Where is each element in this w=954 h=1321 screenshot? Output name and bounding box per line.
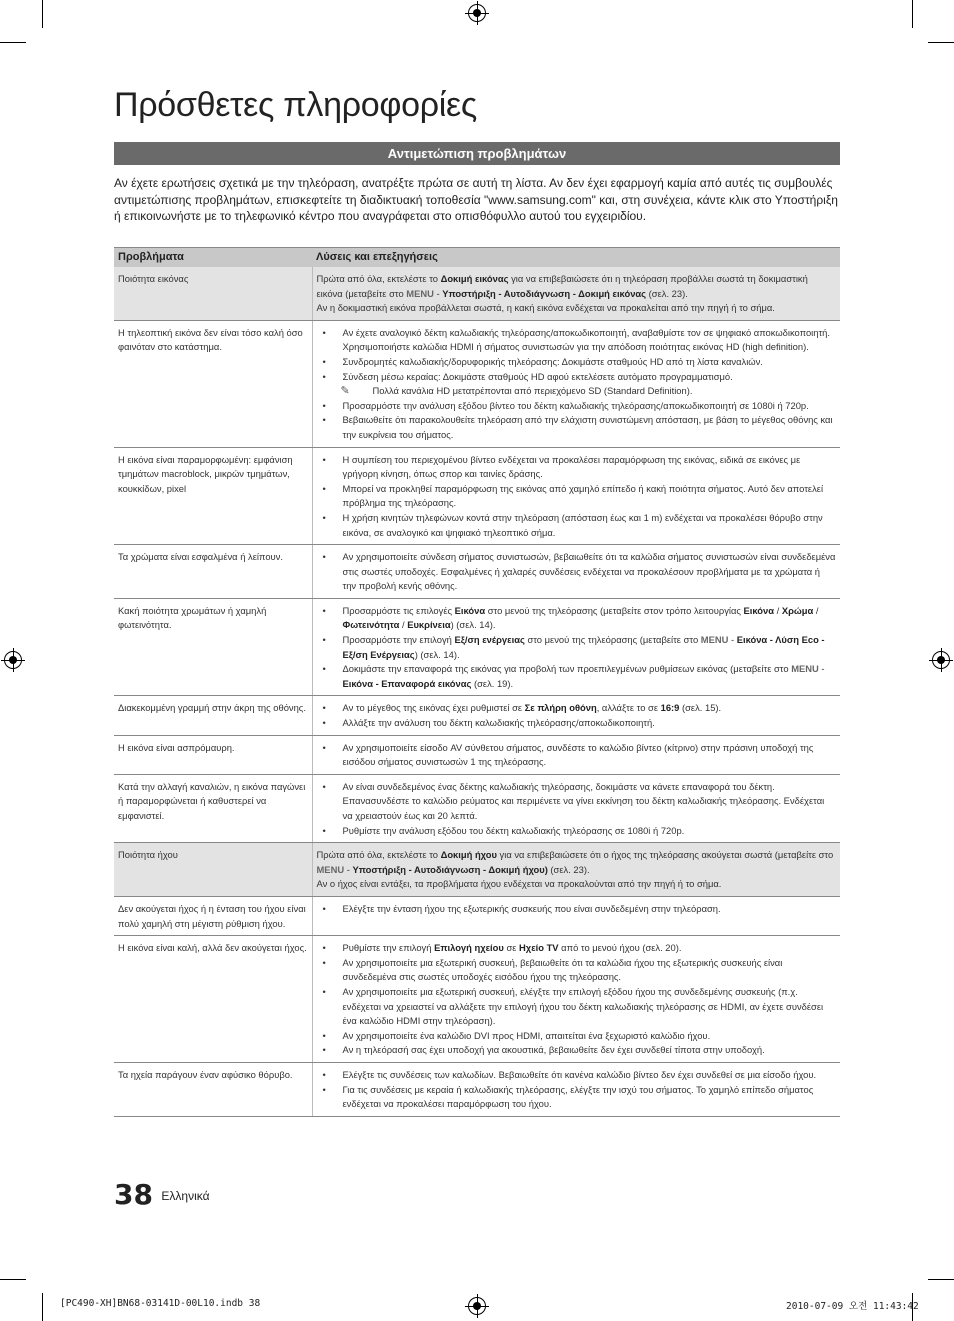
solution-list [317,780,837,838]
list-item: • Ρυθμίστε την επιλογή Επιλογή ηχείου σε Ηχείο TV από το μενού ήχου (σελ. 20). [317,941,837,956]
table-row [114,1062,840,1116]
problem-cell: Κατά την αλλαγή καναλιών, η εικόνα παγώνει ή παραμορφώνεται ή καθυστερεί να εμφανιστεί. [114,774,312,842]
registration-mark-icon [932,651,950,669]
list-item: • Βεβαιωθείτε ότι παρακολουθείτε τηλεόραση από την ελάχιστη συνιστώμενη απόσταση, με βάση το μέγεθος οθόνης και την ευκρίνεια του σήματος. [317,413,837,442]
solution-cell [312,735,840,774]
solution-list [317,453,837,541]
table-body [114,267,840,1116]
problem-cell: Η τηλεοπτική εικόνα δεν είναι τόσο καλή όσο φαινόταν στο κατάστημα. [114,320,312,447]
table-row [114,936,840,1063]
problem-cell: Διακεκομμένη γραμμή στην άκρη της οθόνης. [114,696,312,735]
intro-paragraph: Αν έχετε ερωτήσεις σχετικά με την τηλεόραση, ανατρέξτε πρώτα σε αυτή τη λίστα. Αν δεν έχει εφαρμογή καμία από αυτές τις συμβουλές αντιμετώπισης προβλημάτων, επισκεφτείτε τη διαδικτυακή τοποθεσία "www.samsung.com" και, στη συνέχεια, κάντε κλικ στο Υποστήριξη ή επικοινωνήστε με το τηλεφωνικό κέντρο που αναγράφεται στο οπισθόφυλλο αυτού του εγχειριδίου. [114,176,838,223]
solution-cell [312,545,840,599]
list-item: • Αν είναι συνδεδεμένος ένας δέκτης καλωδιακής τηλεόρασης, δοκιμάστε να κάνετε επαναφορά του δέκτη. Επανασυνδέστε το καλώδιο ρεύματος και περιμένετε να γίνει εκκίνηση του δέκτη καλωδιακής τηλεόρασης. Ενδέχεται να χρειαστούν έως και 20 λεπτά. [317,780,837,824]
solution-list [317,941,837,1058]
list-item: • Αλλάξτε την ανάλυση του δέκτη καλωδιακής τηλεόρασης/αποκωδικοποιητή. [317,716,837,731]
solution-cell [312,774,840,842]
table-row [114,696,840,735]
problem-cell: Ποιότητα ήχου [114,843,312,897]
page-number: 38 [114,1178,153,1211]
crop-mark [0,1279,26,1280]
table-row [114,598,840,696]
solution-cell [312,896,840,935]
solution-paragraph: Πρώτα από όλα, εκτελέστε το Δοκιμή εικόνας για να επιβεβαιώσετε ότι η τηλεόραση προβάλλει σωστά τη δοκιμαστική εικόνα (μεταβείτε στο MENU - Υποστήριξη - Αυτοδιάγνωση - Δοκιμή εικόνας (σελ. 23). [316,273,808,299]
list-item: • Αν χρησιμοποιείτε σύνδεση σήματος συνιστωσών, βεβαιωθείτε ότι τα καλώδια σήματος συνιστωσών είναι συνδεδεμένα στις σωστές υποδοχές. Εσφαλμένες ή χαλαρές συνδέσεις ενδέχεται να προκαλέσουν προβλήματα με τα χρώματα ή την προβολή κενής οθόνης. [317,550,837,594]
problem-cell: Κακή ποιότητα χρωμάτων ή χαμηλή φωτεινότητα. [114,598,312,696]
list-item: • Αν χρησιμοποιείτε μια εξωτερική συσκευή, ελέγξτε την επιλογή εξόδου ήχου της συνδεδεμένης συσκευής (π.χ. ενδέχεται να χρειαστεί να αλλάξετε την επιλογή ήχου του δέκτη καλωδιακής τηλεόρασης σε HDMI, αν έχετε συνδέσει ένα καλώδιο HDMI στην τηλεόραση). [317,985,837,1029]
table-row [114,735,840,774]
table-header-row [114,248,840,268]
crop-mark [42,0,43,28]
list-item: • Αν έχετε αναλογικό δέκτη καλωδιακής τηλεόρασης/αποκωδικοποιητή, αναβαθμίστε τον σε ψηφιακό αποκωδικοποιητή. Χρησιμοποιήστε καλώδια HDMI ή σήματος συνιστωσών για την απόδοση ποιότητας εικόνας HD (high definition). [317,326,837,355]
list-item: • Ελέγξτε την ένταση ήχου της εξωτερικής συσκευής που είναι συνδεδεμένη στην τηλεόραση. [317,902,837,917]
solution-paragraph: Πρώτα από όλα, εκτελέστε το Δοκιμή ήχου για να επιβεβαιώσετε ότι ο ήχος της τηλεόρασης ακούγεται σωστά (μεταβείτε στο MENU - Υποστήριξη - Αυτοδιάγνωση - Δοκιμή ήχου) (σελ. 23). [316,849,834,875]
solution-cell [312,320,840,447]
solution-cell [312,598,840,696]
solution-cell [312,843,840,897]
list-item: • Προσαρμόστε τις επιλογές Εικόνα στο μενού της τηλεόρασης (μεταβείτε στον τρόπο λειτουργίας Εικόνα / Χρώμα / Φωτεινότητα / Ευκρίνεια) (σελ. 14). [317,604,837,633]
crop-mark [928,1279,954,1280]
solution-list [317,604,837,692]
note [317,384,837,399]
list-item: • Συνδρομητές καλωδιακής/δορυφορικής τηλεόρασης: Δοκιμάστε σταθμούς HD από τη λίστα καναλιών. [317,355,837,370]
solution-list [317,741,837,770]
list-item: • Μπορεί να προκληθεί παραμόρφωση της εικόνας από χαμηλό επίπεδο ή κακή ποιότητα σήματος. Αυτό δεν αποτελεί πρόβλημα της τηλεόρασης. [317,482,837,511]
solution-list [317,326,837,384]
table-row [114,267,840,320]
list-item: • Αν χρησιμοποιείτε μια εξωτερική συσκευή, βεβαιωθείτε ότι τα καλώδια ήχου της εξωτερικής συσκευής είναι συνδεδεμένα στις σωστές υποδοχές εισόδου ήχου της τηλεόρασης. [317,956,837,985]
solution-cell [312,447,840,545]
print-slug-datetime: 2010-07-09 오전 11:43:42 [786,1301,919,1312]
solution-list [317,701,837,730]
list-item: • Σύνδεση μέσω κεραίας: Δοκιμάστε σταθμούς HD αφού εκτελέσετε αυτόματο προγραμματισμό. [317,370,837,385]
crop-mark [42,1293,43,1321]
troubleshooting-table [114,247,840,1117]
solution-cell [312,696,840,735]
solution-cell [312,1062,840,1116]
print-slug-file: [PC490-XH]BN68-03141D-00L10.indb 38 [60,1298,261,1309]
table-row [114,320,840,447]
page-footer [114,1178,210,1211]
solution-list [317,1068,837,1112]
table-row [114,545,840,599]
solution-list [317,550,837,594]
registration-mark-icon [468,1297,486,1315]
problem-cell: Η εικόνα είναι καλή, αλλά δεν ακούγεται ήχος. [114,936,312,1063]
solution-paragraph: Αν η δοκιμαστική εικόνα προβάλλεται σωστά, η κακή εικόνα ενδέχεται να προκαλείται από την πηγή ή το σήμα. [316,302,775,314]
list-item: • Προσαρμόστε την επιλογή Εξ/ση ενέργειας στο μενού της τηλεόρασης (μεταβείτε στο MENU - Εικόνα - Λύση Eco - Εξ/ση Ενέργειας) (σελ. 14). [317,633,837,662]
crop-mark [0,42,26,43]
note-text: Πολλά κανάλια HD μετατρέπονται από περιεχόμενο SD (Standard Definition). [372,385,693,397]
solution-cell [312,267,840,320]
table-row [114,447,840,545]
list-item: • Αν χρησιμοποιείτε είσοδο AV σύνθετου σήματος, συνδέστε το καλώδιο βίντεο (κίτρινο) στην πράσινη υποδοχή της εισόδου σήματος συνιστωσών 1 της τηλεόρασης. [317,741,837,770]
page-title: Πρόσθετες πληροφορίες [114,86,477,124]
registration-mark-icon [4,651,22,669]
pencil-note-icon: ✎ [340,385,350,398]
list-item: • Αν η τηλεόρασή σας έχει υποδοχή για ακουστικά, βεβαιωθείτε δεν έχει συνδεθεί τίποτα στην υποδοχή. [317,1043,837,1058]
problem-cell: Τα ηχεία παράγουν έναν αφύσικο θόρυβο. [114,1062,312,1116]
registration-mark-icon [468,4,486,22]
list-item: • Αν χρησιμοποιείτε ένα καλώδιο DVI προς HDMI, απαιτείται ένα ξεχωριστό καλώδιο ήχου. [317,1029,837,1044]
problem-cell: Ποιότητα εικόνας [114,267,312,320]
list-item: • Αν το μέγεθος της εικόνας έχει ρυθμιστεί σε Σε πλήρη οθόνη, αλλάξτε το σε 16:9 (σελ. 15). [317,701,837,716]
list-item: • Για τις συνδέσεις με κεραία ή καλωδιακής τηλεόρασης, ελέγξτε την ισχύ του σήματος. Το χαμηλό επίπεδο σήματος ενδέχεται να προκαλέσει παραμόρφωση του ήχου. [317,1083,837,1112]
problem-cell: Τα χρώματα είναι εσφαλμένα ή λείπουν. [114,545,312,599]
column-header-solutions: Λύσεις και επεξηγήσεις [312,248,840,268]
problem-cell: Δεν ακούγεται ήχος ή η ένταση του ήχου είναι πολύ χαμηλή στη μέγιστη ρύθμιση ήχου. [114,896,312,935]
table-row [114,774,840,842]
table-row [114,896,840,935]
list-item: • Η συμπίεση του περιεχομένου βίντεο ενδέχεται να προκαλέσει παραμόρφωση της εικόνας, ειδικά σε εικόνες με γρήγορη κίνηση, όπως σπορ και ταινίες δράσης. [317,453,837,482]
problem-cell: Η εικόνα είναι ασπρόμαυρη. [114,735,312,774]
solution-list [317,399,837,443]
list-item: • Ελέγξτε τις συνδέσεις των καλωδίων. Βεβαιωθείτε ότι κανένα καλώδιο βίντεο δεν έχει συνδεθεί σε μια είσοδο ήχου. [317,1068,837,1083]
solution-list [317,902,837,917]
solution-cell [312,936,840,1063]
table-row [114,843,840,897]
list-item: • Δοκιμάστε την επαναφορά της εικόνας για προβολή των προεπιλεγμένων ρυθμίσεων εικόνας (μεταβείτε στο MENU - Εικόνα - Επαναφορά εικόνας (σελ. 19). [317,662,837,691]
column-header-problems: Προβλήματα [114,248,312,268]
crop-mark [912,0,913,28]
problem-cell: Η εικόνα είναι παραμορφωμένη: εμφάνιση τμημάτων macroblock, μικρών τμημάτων, κουκκίδων, pixel [114,447,312,545]
solution-paragraph: Αν ο ήχος είναι εντάξει, τα προβλήματα ήχου ενδέχεται να προκαλούνται από την πηγή ή το σήμα. [316,878,722,890]
list-item: • Η χρήση κινητών τηλεφώνων κοντά στην τηλεόραση (απόσταση έως και 1 m) ενδέχεται να προκαλέσει θόρυβο στην εικόνα, σε αναλογικό και ψηφιακό τηλεοπτικό σήμα. [317,511,837,540]
list-item: • Ρυθμίστε την ανάλυση εξόδου του δέκτη καλωδιακής τηλεόρασης σε 1080i ή 720p. [317,824,837,839]
list-item: • Προσαρμόστε την ανάλυση εξόδου βίντεο του δέκτη καλωδιακής τηλεόρασης/αποκωδικοποιητή σε 1080i ή 720p. [317,399,837,414]
crop-mark [928,42,954,43]
section-header: Αντιμετώπιση προβλημάτων [114,142,840,165]
page-language: Ελληνικά [161,1189,210,1203]
